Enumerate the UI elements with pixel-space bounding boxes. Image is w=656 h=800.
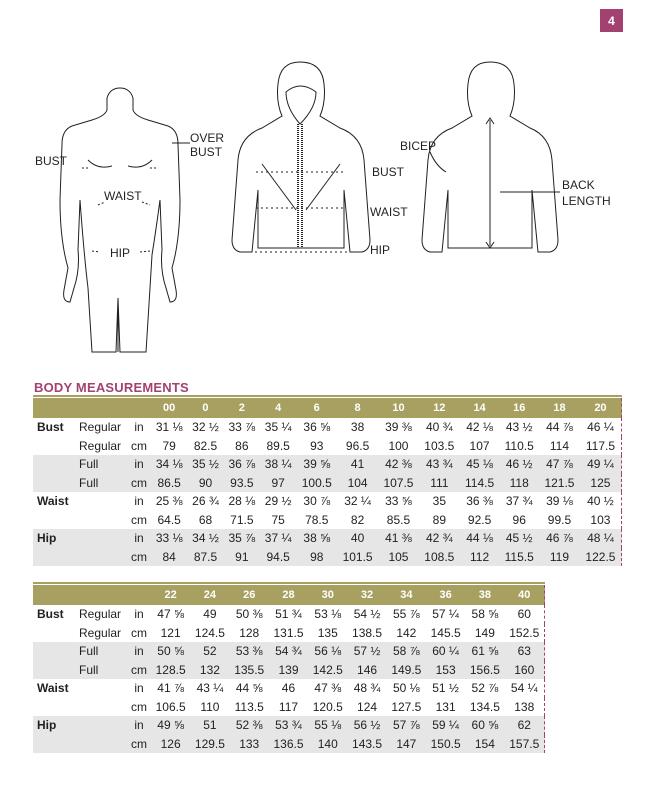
measurements-table-2 xyxy=(33,585,545,753)
measurement-value: 112 xyxy=(460,548,500,567)
size-header: 38 xyxy=(465,585,504,605)
measurement-value: 39 ⅛ xyxy=(546,494,573,509)
size-header: 4 xyxy=(260,398,296,418)
table-row xyxy=(33,698,545,717)
table-row xyxy=(33,437,622,456)
label-over-bust-line1: OVER xyxy=(190,131,225,145)
jacket-back-figure xyxy=(422,62,560,252)
row-category xyxy=(33,511,77,530)
measurement-value: 121.5 xyxy=(539,474,580,493)
measurement-value: 135 xyxy=(317,625,338,640)
measurement-value: 54 ¾ xyxy=(269,642,308,661)
measurement-value: 49 ¼ xyxy=(580,455,622,474)
table-row xyxy=(33,642,545,661)
measurement-value: 89 xyxy=(432,512,446,527)
measurement-value: 150.5 xyxy=(426,735,465,754)
table-row xyxy=(33,548,622,567)
measurement-value: 104 xyxy=(337,474,378,493)
measurement-value: 53 ¾ xyxy=(269,716,308,735)
measurement-value: 48 ¼ xyxy=(580,529,622,548)
measurement-value: 38 xyxy=(350,420,365,435)
measurement-value: 57 ⅞ xyxy=(387,716,426,735)
row-subcategory xyxy=(77,698,127,717)
measurement-value: 51 ½ xyxy=(432,681,459,696)
row-subcategory xyxy=(77,716,127,735)
size-header: 00 xyxy=(151,398,187,418)
measurement-value: 54 ½ xyxy=(353,607,381,622)
row-category: Bust xyxy=(37,607,64,622)
measurement-value: 117.5 xyxy=(585,438,616,453)
measurement-value: 98 xyxy=(296,548,337,567)
measurement-value: 84 xyxy=(151,548,187,567)
measurement-value: 51 xyxy=(190,716,229,735)
measurement-value: 37 ¼ xyxy=(260,529,296,548)
measurement-value: 157.5 xyxy=(505,735,545,754)
measurement-value: 35 xyxy=(432,494,446,509)
measurement-value: 96.5 xyxy=(345,438,370,453)
measurement-value: 38 ⅝ xyxy=(296,529,337,548)
measurement-value: 139 xyxy=(269,661,308,680)
measurement-value: 126 xyxy=(151,735,190,754)
measurement-value: 124.5 xyxy=(194,625,225,640)
measurement-value: 47 ⅞ xyxy=(539,455,580,474)
row-unit: cm xyxy=(127,661,151,680)
measurement-value: 71.5 xyxy=(230,512,254,527)
measurement-value: 34 ⅛ xyxy=(151,455,187,474)
measurement-value: 45 ⅛ xyxy=(460,455,500,474)
row-category: Waist xyxy=(37,681,69,696)
measurement-value: 111 xyxy=(419,474,460,493)
size-header: 12 xyxy=(419,398,460,418)
table-row xyxy=(33,455,622,474)
size-header: 30 xyxy=(308,585,347,605)
table-row xyxy=(33,661,545,680)
header-blank xyxy=(33,585,77,605)
measurement-value: 160 xyxy=(505,661,545,680)
measurement-value: 47 ⅝ xyxy=(157,607,184,622)
measurement-value: 60 ⅝ xyxy=(465,716,504,735)
measurement-value: 43 ¼ xyxy=(196,681,224,696)
measurement-value: 103 xyxy=(590,512,611,527)
label-waist: WAIST xyxy=(104,189,142,203)
row-category xyxy=(33,698,77,717)
measurement-value: 50 ⅛ xyxy=(392,681,420,696)
measurement-value: 146 xyxy=(347,661,386,680)
measurement-value: 117 xyxy=(278,699,299,714)
measurement-value: 44 ⅞ xyxy=(546,420,573,435)
table-row xyxy=(33,529,622,548)
measurement-value: 85.5 xyxy=(386,512,411,527)
size-header: 6 xyxy=(296,398,337,418)
row-unit: cm xyxy=(131,699,147,714)
measurement-value: 53 ⅜ xyxy=(230,642,269,661)
row-category xyxy=(33,548,77,567)
measurement-value: 128 xyxy=(239,625,260,640)
header-blank xyxy=(127,585,151,605)
measurement-value: 49 ⅝ xyxy=(151,716,190,735)
measurement-value: 46 ½ xyxy=(499,455,539,474)
measurement-value: 55 ⅞ xyxy=(392,607,420,622)
row-unit: cm xyxy=(127,474,151,493)
measurement-value: 75 xyxy=(271,512,285,527)
measurement-value: 82 xyxy=(350,512,365,527)
row-subcategory: Regular xyxy=(79,420,122,435)
measurements-table-1 xyxy=(33,398,622,566)
size-header: 2 xyxy=(224,398,260,418)
row-unit: in xyxy=(134,494,144,509)
measurement-value: 68 xyxy=(198,512,213,527)
measurement-value: 41 ⅞ xyxy=(157,681,184,696)
size-header: 20 xyxy=(580,398,622,418)
measurement-value: 43 ¾ xyxy=(419,455,460,474)
measurement-value: 46 xyxy=(281,681,296,696)
measurement-value: 35 ⅞ xyxy=(224,529,260,548)
measurement-value: 36 ⅜ xyxy=(466,494,493,509)
measurement-value: 129.5 xyxy=(190,735,229,754)
measurement-value: 60 ¼ xyxy=(426,642,465,661)
row-unit: cm xyxy=(127,548,151,567)
section-title: BODY MEASUREMENTS xyxy=(34,380,189,395)
measurement-value: 132 xyxy=(190,661,229,680)
label-bust: BUST xyxy=(35,154,68,168)
label-jacket-waist: WAIST xyxy=(370,205,408,219)
row-category: Waist xyxy=(37,494,69,509)
header-blank xyxy=(127,398,151,418)
row-category xyxy=(33,735,77,754)
table-row xyxy=(33,474,622,493)
measurement-value: 105 xyxy=(378,548,419,567)
measurement-value: 52 ⅞ xyxy=(471,681,499,696)
measurement-value: 93.5 xyxy=(224,474,260,493)
measurement-value: 110 xyxy=(200,699,220,714)
measurement-value: 39 ⅜ xyxy=(385,420,412,435)
row-subcategory xyxy=(77,529,127,548)
row-unit: in xyxy=(127,455,151,474)
measurement-value: 42 ¾ xyxy=(419,529,460,548)
row-unit: in xyxy=(134,420,144,435)
measurement-value: 35 ½ xyxy=(187,455,223,474)
measurement-value: 40 xyxy=(337,529,378,548)
measurement-value: 35 ¼ xyxy=(264,420,292,435)
measurement-value: 52 ⅜ xyxy=(230,716,269,735)
measurement-value: 136.5 xyxy=(269,735,308,754)
measurement-value: 149 xyxy=(474,625,495,640)
measurement-value: 38 ¼ xyxy=(260,455,296,474)
table-row xyxy=(33,679,545,698)
label-back-length-line2: LENGTH xyxy=(562,194,611,208)
size-header: 16 xyxy=(499,398,539,418)
table1-body xyxy=(33,418,622,566)
measurement-value: 58 ⅝ xyxy=(471,607,499,622)
table1-header-row xyxy=(33,398,622,418)
measurement-value: 42 ⅛ xyxy=(466,420,493,435)
row-subcategory: Regular xyxy=(79,607,122,622)
measurement-value: 92.5 xyxy=(467,512,492,527)
row-category xyxy=(33,624,77,643)
size-header: 24 xyxy=(190,585,229,605)
measurement-value: 63 xyxy=(505,642,545,661)
row-subcategory xyxy=(77,735,127,754)
measurement-value: 46 ⅞ xyxy=(539,529,580,548)
table-row xyxy=(33,605,545,624)
measurement-value: 140 xyxy=(308,735,347,754)
row-subcategory xyxy=(77,511,127,530)
measurement-value: 119 xyxy=(539,548,580,567)
measurement-value: 47 ⅜ xyxy=(314,681,342,696)
measurement-value: 153 xyxy=(426,661,465,680)
size-header: 8 xyxy=(337,398,378,418)
measurement-value: 135.5 xyxy=(230,661,269,680)
table-row xyxy=(33,418,622,437)
measurement-value: 99.5 xyxy=(547,512,572,527)
measurement-value: 46 ¼ xyxy=(587,420,614,435)
measurement-value: 131.5 xyxy=(273,625,304,640)
row-unit: cm xyxy=(131,512,147,527)
size-header: 36 xyxy=(426,585,465,605)
measurement-value: 142 xyxy=(396,625,417,640)
table1-top-rule xyxy=(33,395,622,397)
measurement-value: 152.5 xyxy=(509,625,540,640)
table-row xyxy=(33,492,622,511)
measurement-value: 134.5 xyxy=(469,699,500,714)
measurement-value: 125 xyxy=(580,474,622,493)
measurement-value: 45 ½ xyxy=(499,529,539,548)
label-jacket-bust: BUST xyxy=(372,165,405,179)
label-back-length-line1: BACK xyxy=(562,178,595,192)
measurement-value: 28 ⅛ xyxy=(228,494,256,509)
measurement-value: 138 xyxy=(514,699,535,714)
body-form-figure xyxy=(60,88,190,352)
row-subcategory: Regular xyxy=(79,438,122,453)
label-bicep: BICEP xyxy=(400,139,437,153)
figures-drawing xyxy=(0,40,656,380)
measurement-value: 89.5 xyxy=(266,438,290,453)
measurement-value: 34 ½ xyxy=(187,529,223,548)
size-header: 10 xyxy=(378,398,419,418)
measurement-value: 29 ½ xyxy=(264,494,292,509)
measurement-value: 120.5 xyxy=(312,699,343,714)
jacket-front-figure xyxy=(232,62,370,252)
measurement-value: 31 ⅛ xyxy=(155,420,183,435)
label-hip: HIP xyxy=(110,246,131,260)
measurement-value: 60 xyxy=(517,607,531,622)
row-subcategory xyxy=(77,679,127,698)
row-unit: cm xyxy=(131,625,147,640)
table-row xyxy=(33,735,545,754)
header-blank xyxy=(77,398,127,418)
size-header: 14 xyxy=(460,398,500,418)
row-category xyxy=(33,455,77,474)
measurement-value: 131 xyxy=(435,699,456,714)
row-subcategory: Full xyxy=(77,474,127,493)
table2-body xyxy=(33,605,545,753)
measurement-value: 114 xyxy=(549,438,570,453)
measurement-value: 93 xyxy=(310,438,324,453)
measurement-value: 57 ¼ xyxy=(432,607,459,622)
measurement-value: 149.5 xyxy=(387,661,426,680)
measurement-value: 118 xyxy=(499,474,539,493)
measurement-value: 86 xyxy=(235,438,249,453)
measurement-value: 51 ¾ xyxy=(275,607,302,622)
measurement-value: 138.5 xyxy=(352,625,383,640)
measurement-value: 86.5 xyxy=(151,474,187,493)
measurement-value: 52 xyxy=(190,642,229,661)
measurement-value: 121 xyxy=(160,625,181,640)
row-category: Bust xyxy=(37,420,64,435)
measurement-value: 62 xyxy=(505,716,545,735)
header-blank xyxy=(33,398,77,418)
row-unit: in xyxy=(127,529,151,548)
measurement-value: 133 xyxy=(230,735,269,754)
size-header: 34 xyxy=(387,585,426,605)
measurement-value: 96 xyxy=(512,512,526,527)
measurement-value: 113.5 xyxy=(234,699,264,714)
measurement-value: 61 ⅝ xyxy=(465,642,504,661)
size-header: 18 xyxy=(539,398,580,418)
label-jacket-hip: HIP xyxy=(370,243,391,257)
measurement-value: 56 ½ xyxy=(347,716,386,735)
measurement-value: 64.5 xyxy=(157,512,181,527)
measurement-value: 128.5 xyxy=(151,661,190,680)
size-header: 32 xyxy=(347,585,386,605)
size-header: 28 xyxy=(269,585,308,605)
measurement-value: 107 xyxy=(469,438,490,453)
measurement-value: 40 ¾ xyxy=(425,420,453,435)
measurement-value: 40 ½ xyxy=(587,494,614,509)
measurement-value: 33 ⅛ xyxy=(151,529,187,548)
size-header: 26 xyxy=(230,585,269,605)
measurement-value: 37 ¾ xyxy=(505,494,533,509)
measurement-figures xyxy=(0,40,656,380)
measurement-value: 57 ½ xyxy=(347,642,386,661)
label-over-bust-line2: BUST xyxy=(190,145,223,159)
measurement-value: 90 xyxy=(187,474,223,493)
measurement-value: 33 ⅞ xyxy=(228,420,256,435)
row-unit: in xyxy=(127,716,151,735)
table-row xyxy=(33,511,622,530)
measurement-value: 87.5 xyxy=(187,548,223,567)
row-subcategory xyxy=(77,548,127,567)
measurement-value: 154 xyxy=(465,735,504,754)
measurement-value: 49 xyxy=(203,607,217,622)
measurement-value: 110.5 xyxy=(504,438,534,453)
measurement-value: 106.5 xyxy=(155,699,186,714)
measurement-value: 107.5 xyxy=(378,474,419,493)
measurement-value: 103.5 xyxy=(424,438,455,453)
row-category: Hip xyxy=(33,716,77,735)
measurement-value: 79 xyxy=(162,438,176,453)
table2-top-rule xyxy=(33,582,545,584)
measurement-value: 127.5 xyxy=(391,699,422,714)
measurement-value: 156.5 xyxy=(465,661,504,680)
measurement-value: 32 ¼ xyxy=(344,494,371,509)
measurement-value: 53 ⅛ xyxy=(314,607,342,622)
table2-header-row xyxy=(33,585,545,605)
row-subcategory: Full xyxy=(77,661,127,680)
measurement-value: 59 ¼ xyxy=(426,716,465,735)
measurement-value: 97 xyxy=(260,474,296,493)
size-header: 22 xyxy=(151,585,190,605)
table-row xyxy=(33,624,545,643)
row-subcategory xyxy=(77,492,127,511)
measurement-value: 91 xyxy=(224,548,260,567)
row-category xyxy=(33,661,77,680)
measurement-value: 42 ⅜ xyxy=(378,455,419,474)
measurement-value: 41 xyxy=(337,455,378,474)
measurement-value: 142.5 xyxy=(308,661,347,680)
measurement-value: 114.5 xyxy=(460,474,500,493)
measurement-value: 50 ⅝ xyxy=(151,642,190,661)
measurement-value: 48 ¾ xyxy=(353,681,381,696)
measurement-value: 56 ⅛ xyxy=(308,642,347,661)
measurement-value: 54 ¼ xyxy=(510,681,538,696)
measurement-value: 94.5 xyxy=(260,548,296,567)
row-unit: cm xyxy=(131,438,147,453)
measurement-value: 36 ⅞ xyxy=(224,455,260,474)
measurement-value: 33 ⅝ xyxy=(385,494,412,509)
table-row xyxy=(33,716,545,735)
measurement-value: 25 ⅜ xyxy=(155,494,183,509)
measurement-value: 36 ⅝ xyxy=(303,420,331,435)
measurement-value: 39 ⅝ xyxy=(296,455,337,474)
measurement-value: 58 ⅞ xyxy=(387,642,426,661)
measurement-value: 26 ¾ xyxy=(192,494,219,509)
size-header: 40 xyxy=(505,585,545,605)
row-unit: cm xyxy=(127,735,151,754)
measurement-value: 30 ⅞ xyxy=(303,494,331,509)
measurement-value: 115.5 xyxy=(499,548,539,567)
measurement-value: 124 xyxy=(357,699,378,714)
measurement-value: 100.5 xyxy=(296,474,337,493)
measurement-value: 44 ⅛ xyxy=(460,529,500,548)
measurement-value: 44 ⅝ xyxy=(235,681,263,696)
measurement-value: 143.5 xyxy=(347,735,386,754)
row-category xyxy=(33,474,77,493)
row-category xyxy=(33,642,77,661)
measurement-value: 100 xyxy=(388,438,409,453)
measurement-value: 55 ⅛ xyxy=(308,716,347,735)
row-category: Hip xyxy=(33,529,77,548)
measurement-value: 50 ⅜ xyxy=(235,607,263,622)
row-category xyxy=(33,437,77,456)
measurement-value: 78.5 xyxy=(305,512,329,527)
row-unit: in xyxy=(127,642,151,661)
measurement-value: 43 ½ xyxy=(505,420,533,435)
size-header: 0 xyxy=(187,398,223,418)
row-unit: in xyxy=(134,607,144,622)
measurement-value: 32 ½ xyxy=(192,420,219,435)
row-subcategory: Regular xyxy=(79,625,122,640)
measurement-value: 122.5 xyxy=(580,548,622,567)
measurement-value: 41 ⅜ xyxy=(378,529,419,548)
page-number-badge: 4 xyxy=(600,9,623,32)
measurement-value: 101.5 xyxy=(337,548,378,567)
row-subcategory: Full xyxy=(77,642,127,661)
measurement-value: 108.5 xyxy=(419,548,460,567)
measurement-value: 145.5 xyxy=(430,625,461,640)
measurement-value: 147 xyxy=(387,735,426,754)
row-subcategory: Full xyxy=(77,455,127,474)
header-blank xyxy=(77,585,127,605)
row-unit: in xyxy=(134,681,144,696)
measurement-value: 82.5 xyxy=(193,438,218,453)
